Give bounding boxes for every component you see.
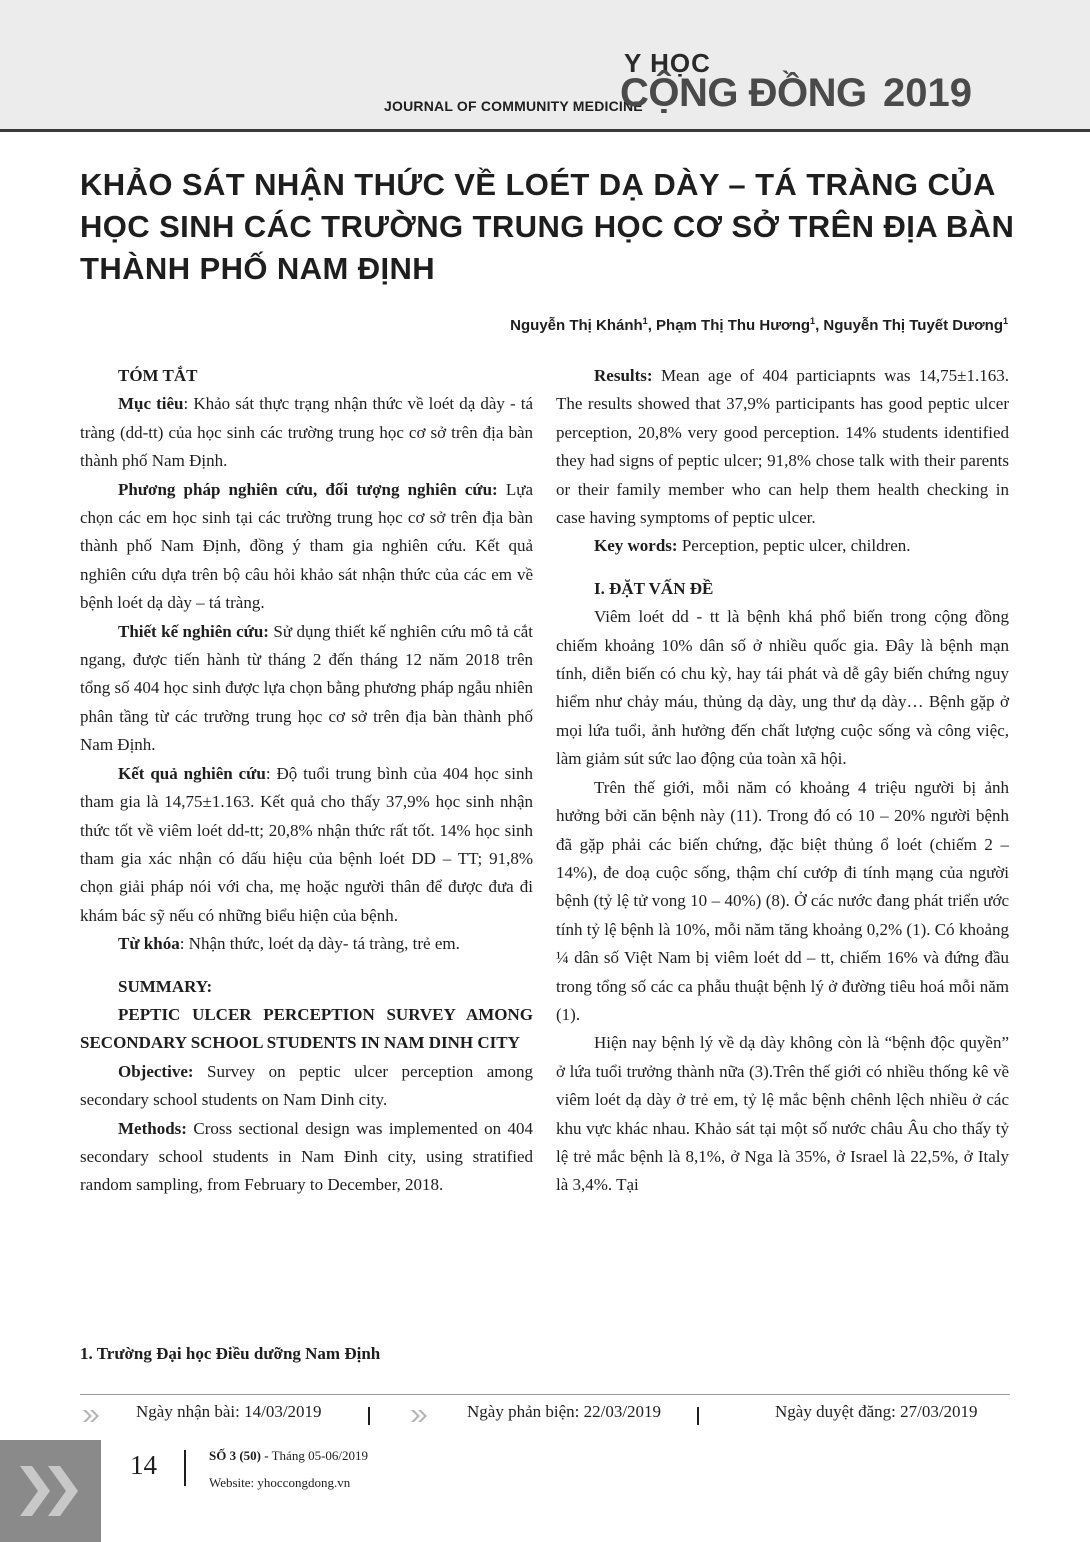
label: Kết quả nghiên cứu	[118, 763, 266, 783]
date-separator	[368, 1407, 370, 1425]
journal-logo-top: Y HỌC	[624, 48, 711, 78]
accepted-date: Ngày duyệt đăng: 27/03/2019	[775, 1402, 978, 1421]
text: Perception, peptic ulcer, children.	[677, 536, 911, 556]
summary-title: PEPTIC ULCER PERCEPTION SURVEY AMONG SECONDARY SCHOOL STUDENTS IN NAM DINH CITY	[80, 1004, 533, 1053]
author-affiliation: 1	[642, 316, 648, 326]
summary-results	[556, 362, 1009, 532]
text: Lựa chọn các em học sinh tại các trường trung học cơ sở trên địa bàn thành phố Nam Định, đồng ý tham gia nghiên cứu. Kết quả nghiên cứu dựa trên bộ câu hỏi khảo sát nhận thức của các em về bệnh loét dạ dày – tá tràng.	[80, 479, 533, 613]
title-line: THÀNH PHỐ NAM ĐỊNH	[80, 251, 436, 286]
summary-heading: SUMMARY:	[118, 976, 213, 996]
text: Cross sectional design was implemented on 404 secondary school students in Nam Đinh city, using stratified random sampling, from February to December, 2018.	[80, 1118, 533, 1195]
affiliation-footnote: 1. Trường Đại học Điều dưỡng Nam Định	[80, 1344, 381, 1363]
section-heading: I. ĐẶT VẤN ĐỀ	[594, 578, 714, 598]
abstract-keywords	[80, 930, 533, 958]
label: Từ khóa	[118, 934, 180, 954]
text: : Khảo sát thực trạng nhận thức về loét dạ dày - tá tràng (dd-tt) của học sinh các trường trung học cơ sở trên địa bàn thành phố Nam Định.	[80, 394, 533, 471]
chevron-double-right-icon	[408, 1405, 430, 1427]
author-name: Nguyễn Thị Khánh	[510, 317, 643, 334]
journal-logo-main: CỘNG ĐỒNG	[620, 71, 867, 115]
abstract-methods	[80, 476, 533, 618]
author-list: Nguyễn Thị Khánh$^1$, Phạm Thị Thu Hương$^1$, Nguyễn Thị Tuyết Dương$^1$	[510, 316, 1008, 334]
label: Results:	[594, 366, 653, 385]
title-line: KHẢO SÁT NHẬN THỨC VỀ LOÉT DẠ DÀY – TÁ TRÀNG CỦA	[80, 167, 996, 202]
review-date: Ngày phản biện: 22/03/2019	[467, 1402, 662, 1421]
abstract-design	[80, 618, 533, 760]
issue-month: Tháng 05-06/2019	[268, 1448, 369, 1463]
label: Methods:	[118, 1118, 187, 1138]
page-number: 14	[130, 1450, 157, 1480]
summary-objective	[80, 1058, 533, 1115]
issue-number: SỐ 3 (50) -	[209, 1448, 269, 1463]
body-paragraph: Hiện nay bệnh lý về dạ dày không còn là “bệnh độc quyền” ở lứa tuổi trưởng thành nữa (3).Trên thế giới có nhiều thống kê về viêm loét dạ dày ở trẻ em, tỷ lệ mắc bệnh chênh lệch nhiều ở các khu vực khác nhau. Khảo sát tại một số nước châu Âu cho thấy tỷ lệ trẻ mắc bệnh là 8,1%, ở Nga là 35%, ở Israel là 22,5%, ở Italy là 3,4%. Tại	[556, 1033, 1009, 1195]
header-divider	[0, 129, 1090, 132]
label: Thiết kế nghiên cứu:	[118, 621, 269, 641]
text: Sử dụng thiết kế nghiên cứu mô tả cắt ngang, được tiến hành từ tháng 2 đến tháng 12 năm 2018 trên tổng số 404 học sinh được lựa chọn bằng phương pháp ngẫu nhiên phân tầng từ các trường trung học cơ sở trên địa bàn thành phố Nam Định.	[80, 621, 534, 755]
received-date: Ngày nhận bài: 14/03/2019	[136, 1402, 322, 1421]
footer-divider	[184, 1450, 186, 1486]
dates-divider	[80, 1394, 1010, 1395]
issue-info	[209, 1448, 368, 1464]
label: Objective:	[118, 1061, 194, 1081]
author-name: Phạm Thị Thu Hương	[656, 317, 811, 334]
abstract-results	[80, 760, 533, 930]
journal-year: 2019	[883, 71, 972, 115]
date-separator	[697, 1407, 699, 1425]
body-paragraph: Viêm loét dd - tt là bệnh khá phổ biến trong cộng đồng chiếm khoảng 10% dân số ở nhiều quốc gia. Đây là bệnh mạn tính, diễn biến có chu kỳ, hay tái phát và dễ gây biến chứng nguy hiểm như chảy máu, thủng dạ dày, ung thư dạ dày… Bệnh gặp ở mọi lứa tuổi, ảnh hưởng đến chất lượng cuộc sống và công việc, làm giảm sút sức lao động của toàn xã hội.	[556, 607, 1009, 769]
label: Phương pháp nghiên cứu, đối tượng nghiên cứu:	[118, 479, 498, 499]
text: : Độ tuổi trung bình của 404 học sinh tham gia là 14,75±1.163. Kết quả cho thấy 37,9% học sinh nhận thức tốt về viêm loét dd-tt; 20,8% nhận thức rất tốt. 14% học sinh tham gia xác nhận có dấu hiệu của bệnh loét DD – TT; 91,8% chọn giải pháp nói với cha, mẹ hoặc người thân để được đưa đi khám bác sỹ nếu có những biểu hiện của bệnh.	[80, 763, 533, 925]
journal-english-name: JOURNAL OF COMMUNITY MEDICINE	[384, 98, 643, 114]
abstract-heading: TÓM TẮT	[118, 366, 198, 385]
summary-methods	[80, 1115, 533, 1200]
author-affiliation: 1	[810, 316, 816, 326]
text: Survey on peptic ulcer perception among secondary school students on Nam Dinh city.	[80, 1061, 533, 1110]
summary-keywords	[556, 532, 1009, 560]
author-affiliation: 1	[1002, 316, 1008, 326]
chevron-double-right-icon	[18, 1462, 84, 1520]
text: : Nhận thức, loét dạ dày- tá tràng, trẻ em.	[179, 934, 460, 954]
label: Mục tiêu	[118, 394, 184, 414]
article-title	[80, 164, 1020, 290]
left-column	[80, 362, 533, 1200]
title-line: HỌC SINH CÁC TRƯỜNG TRUNG HỌC CƠ SỞ TRÊN ĐỊA BÀN	[80, 209, 1015, 244]
right-column	[556, 362, 1009, 1200]
journal-website: Website: yhoccongdong.vn	[209, 1475, 351, 1490]
author-name: Nguyễn Thị Tuyết Dương	[823, 317, 1003, 334]
body-paragraph: Trên thế giới, mỗi năm có khoảng 4 triệu người bị ảnh hưởng bởi căn bệnh này (11). Trong đó có 10 – 20% người bệnh đã gặp phải các biến chứng, đặc biệt thủng ổ loét (chiếm 2 – 14%), đe doạ cuộc sống, thậm chí cướp đi tính mạng của người bệnh (tỷ lệ tử vong 10 – 40%) (8). Ở các nước đang phát triển ước tính tỷ lệ bệnh là 10%, mỗi năm tăng khoảng 0,2% (1). Có khoảng ¼ dân số Việt Nam bị viêm loét dd – tt, chiếm 16% và đứng đầu trong tổng số các ca phẫu thuật bệnh lý ở đường tiêu hoá mỗi năm (1).	[556, 777, 1009, 1024]
footer-chevron-box	[0, 1440, 101, 1542]
text: Mean age of 404 particiapnts was 14,75±1.163. The results showed that 37,9% participants has good peptic ulcer perception, 20,8% very good perception. 14% students identified they had signs of peptic ulcer; 91,8% chose talk with their parents or their family member who can help them health checking in case having symptoms of peptic ulcer.	[556, 366, 1009, 528]
abstract-objective	[80, 390, 533, 475]
chevron-double-right-icon	[80, 1405, 102, 1427]
label: Key words:	[594, 536, 678, 556]
article-dates	[80, 1402, 1010, 1430]
